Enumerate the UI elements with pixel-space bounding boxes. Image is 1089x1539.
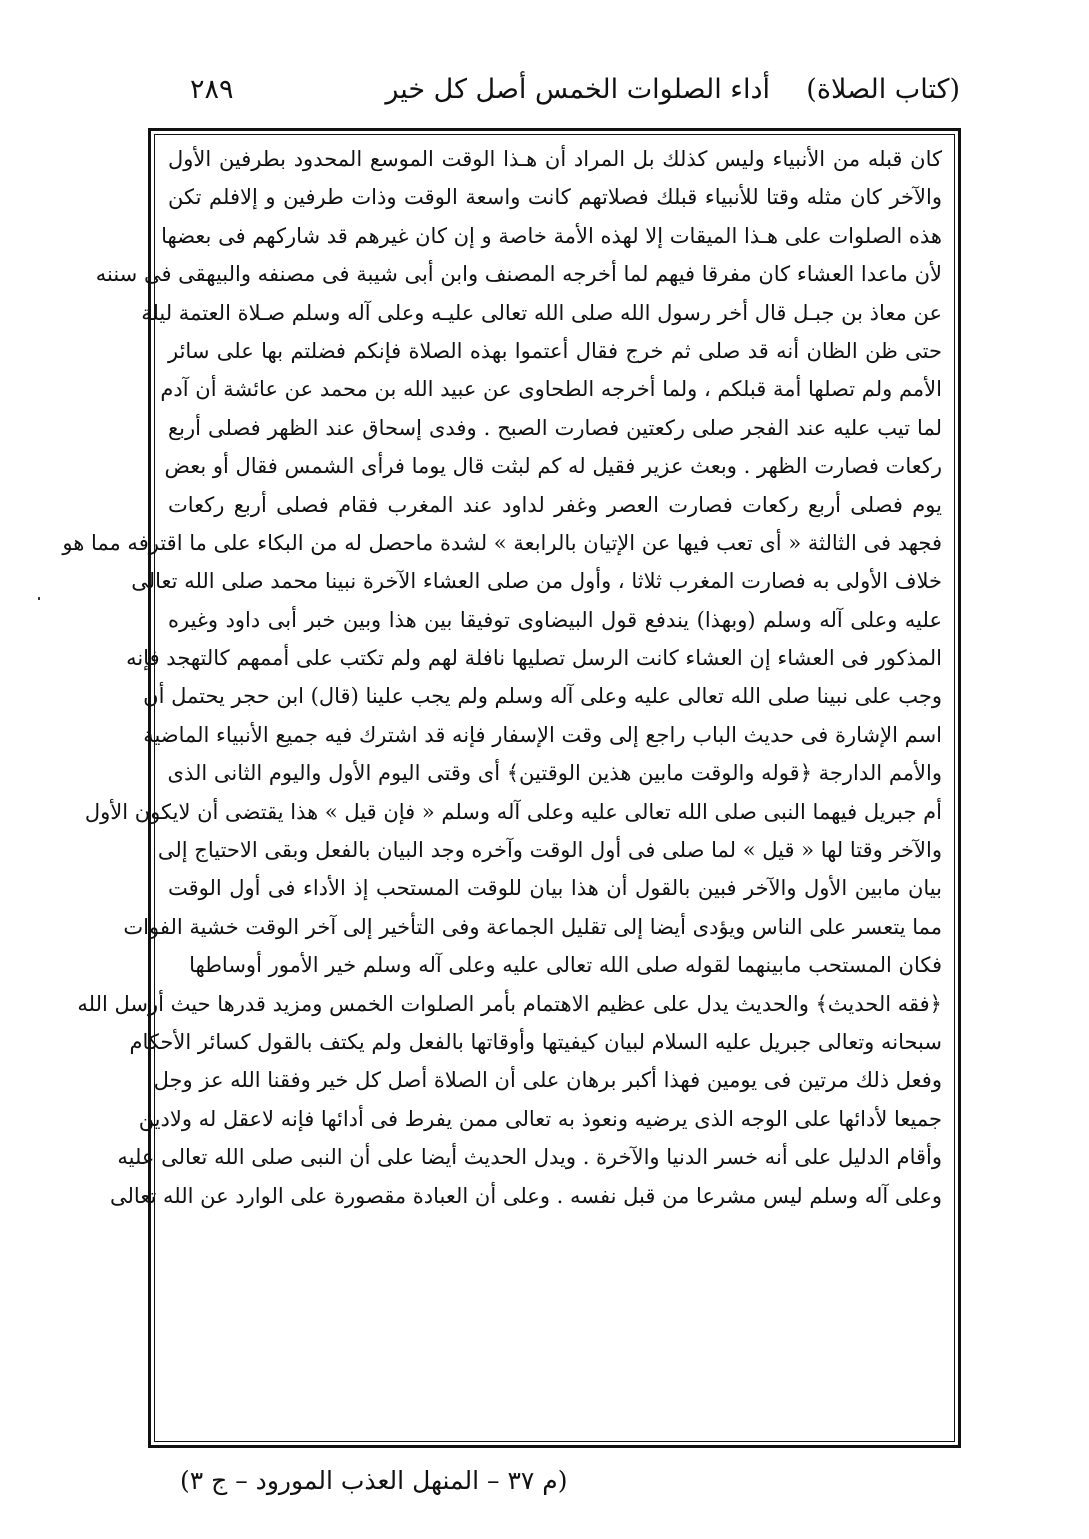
text-line: لأن ماعدا العشاء كان مفرقا فيهم لما أخرجه المصنف وابن أبى شيبة فى مصنفه والبيهقى فى سننه [95, 262, 942, 287]
page-header [150, 70, 960, 120]
text-line: عليه وعلى آله وسلم (وبهذا) يندفع قول البيضاوى توفيقا بين هذا وبين خبر أبى داود وغيره [168, 607, 942, 632]
text-line: وجب على نبينا صلى الله تعالى عليه وعلى آله وسلم ولم يجب علينا (قال) ابن حجر يحتمل أن [143, 684, 942, 709]
text-line: هذه الصلوات على هـذا الميقات إلا لهذه الأمة خاصة و إن كان غيرهم قد شاركهم فى بعضها [161, 223, 942, 248]
text-line: جميعا لأدائها على الوجه الذى يرضيه ونعوذ به تعالى ممن يفرط فى أدائها فإنه لاعقل له ولادين [138, 1106, 942, 1131]
text-line: خلاف الأولى به فصارت المغرب ثلاثا ، وأول من صلى العشاء الآخرة نبينا محمد صلى الله تعالى [131, 569, 942, 594]
text-line: بيان مابين الأول والآخر فبين بالقول أن هذا بيان للوقت المستحب إذ الأداء فى أول الوقت [168, 876, 942, 901]
text-line: وفعل ذلك مرتين فى يومين فهذا أكبر برهان على أن الصلاة أصل كل خير وفقنا الله عز وجل [153, 1068, 942, 1093]
text-line: عن معاذ بن جبـل قال أخر رسول الله صلى الله تعالى عليـه وعلى آله وسلم صـلاة العتمة ليلة [141, 300, 942, 325]
text-line: المذكور فى العشاء إن العشاء كانت الرسل تصليها نافلة لهم ولم تكتب على أممهم كالتهجد فإنه [126, 646, 942, 671]
text-line: لما تيب عليه عند الفجر صلى ركعتين فصارت الصبح . وفدى إسحاق عند الظهر فصلى أربع [168, 415, 942, 440]
page-number: ٢٨٩ [190, 74, 234, 105]
text-line: سبحانه وتعالى جبريل عليه السلام لبيان كيفيتها وأوقاتها بالفعل ولم يكتف بالقول كسائر الأحكام [129, 1029, 942, 1054]
section-topic: أداء الصلوات الخمس أصل كل خير [385, 74, 770, 105]
text-line: ركعات فصارت الظهر . وبعث عزير فقيل له كم لبثت قال يوما فرأى الشمس فقال أو بعض [164, 454, 942, 479]
text-line: كان قبله من الأنبياء وليس كذلك بل المراد أن هـذا الوقت الموسع المحدود بطرفين الأول [168, 147, 942, 171]
text-line: الأمم ولم تصلها أمة قبلكم ، ولما أخرجه الطحاوى عن عبيد الله بن محمد عن عائشة أن آدم [160, 377, 942, 402]
text-line: والآخر وقتا لها « قيل » لما صلى فى أول الوقت وآخره وجد البيان بالفعل وبقى الاحتياج إلى [157, 838, 942, 863]
text-line: اسم الإشارة فى حديث الباب راجع إلى وقت الإسفار فإنه قد اشترك فيه جميع الأنبياء الماضية [143, 722, 942, 747]
text-line: ﴿فقه الحديث﴾ والحديث يدل على عظيم الاهتمام بأمر الصلوات الخمس ومزيد قدرها حيث أرسل الله [77, 991, 942, 1016]
page-footer: (م ٣٧ – المنهل العذب المورود – ج ٣) [180, 1466, 568, 1495]
text-line: مما يتعسر على الناس ويؤدى أيضا إلى تقليل الجماعة وفى التأخير إلى آخر الوقت خشية الفوات [123, 914, 942, 939]
book-title: (كتاب الصلاة) [806, 74, 960, 105]
body-text [62, 140, 942, 1215]
text-line: والأمم الدارجة ﴿قوله والوقت مابين هذين الوقتين﴾ أى وقتى اليوم الأول واليوم الثانى الذى [167, 761, 942, 786]
text-line: حتى ظن الظان أنه قد صلى ثم خرج فقال أعتموا بهذه الصلاة فإنكم فضلتم بها على سائر [168, 338, 942, 363]
text-line: فكان المستحب مابينهما لقوله صلى الله تعالى عليه وعلى آله وسلم خير الأمور أوساطها [189, 953, 942, 978]
text-line: يوم فصلى أربع ركعات فصارت العصر وغفر لداود عند المغرب فقام فصلى أربع ركعات [168, 492, 942, 517]
text-line: فجهد فى الثالثة « أى تعب فيها عن الإتيان بالرابعة » لشدة ماحصل له من البكاء على ما اقترفه مما هو [62, 530, 942, 555]
text-line: وعلى آله وسلم ليس مشرعا من قبل نفسه . وعلى أن العبادة مقصورة على الوارد عن الله تعالى [110, 1183, 942, 1208]
text-line: وأقام الدليل على أنه خسر الدنيا والآخرة . ويدل الحديث أيضا على أن النبى صلى الله تعالى عليه [117, 1145, 942, 1170]
margin-mark [38, 597, 40, 600]
text-line: أم جبريل فيهما النبى صلى الله تعالى عليه وعلى آله وسلم « فإن قيل » هذا يقتضى أن لايكون الأول [84, 799, 942, 824]
text-line: والآخر كان مثله وقتا للأنبياء قبلك فصلاتهم كانت واسعة الوقت وذات طرفين و إلافلم تكن [168, 185, 942, 210]
